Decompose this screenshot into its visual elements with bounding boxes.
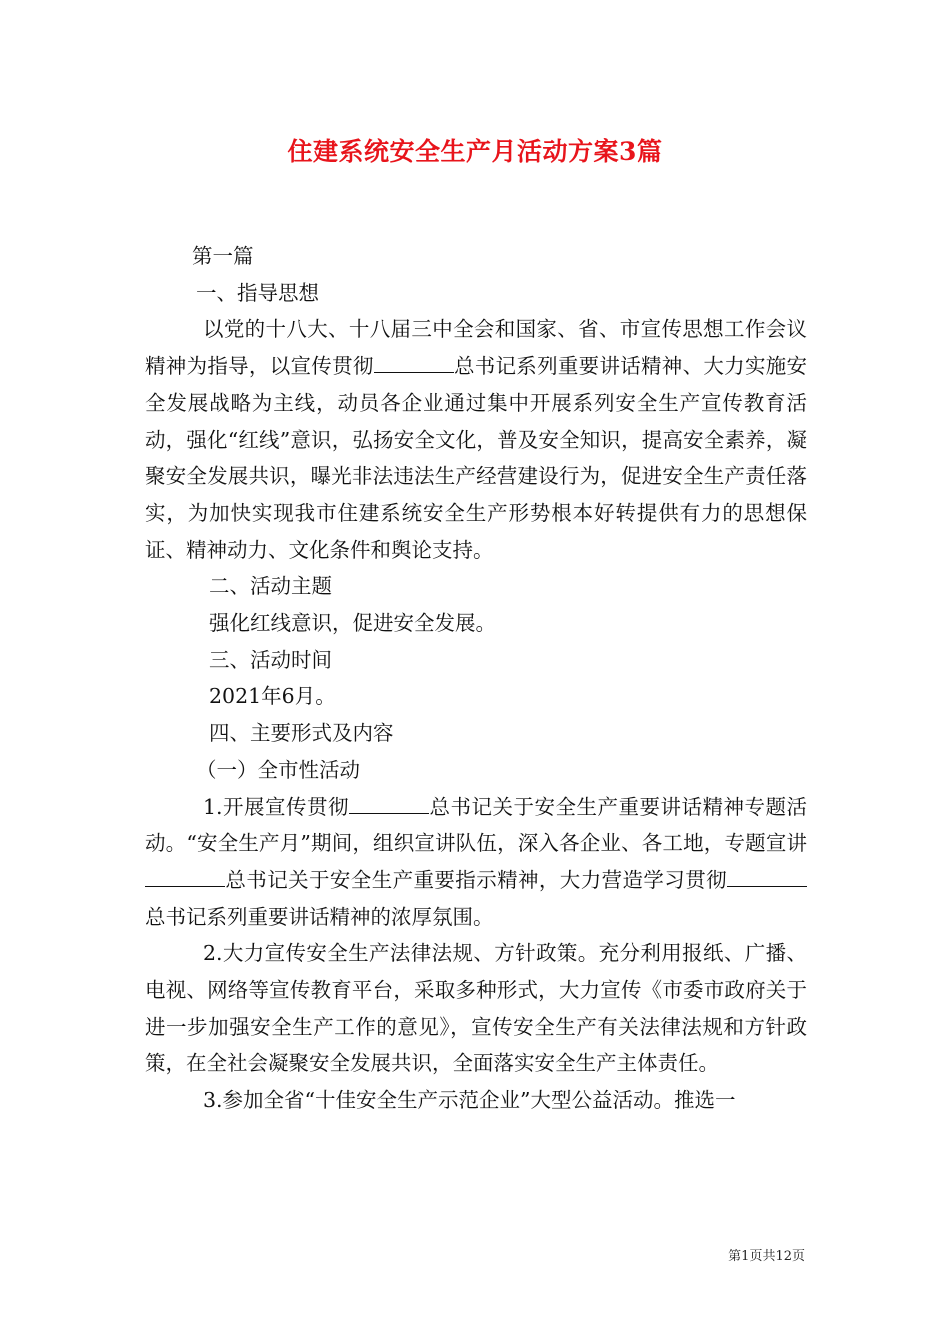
- heading-activity-theme: 二、活动主题: [209, 574, 332, 599]
- subheading-citywide-activities: （一）全市性活动: [196, 757, 360, 782]
- document-title: 住建系统安全生产月活动方案3篇: [287, 137, 663, 166]
- page-number-footer: 第1页共12页: [728, 1249, 805, 1264]
- paragraph-guiding-ideology: [145, 311, 807, 568]
- blank-line: [145, 868, 225, 887]
- list-item-1: [145, 789, 807, 936]
- list-item-2: 2.大力宣传安全生产法律法规、方针政策。充分利用报纸、广播、电视、网络等宣传教育平台，采取多种形式，大力宣传《市委市政府关于进一步加强安全生产工作的意见》，宣传安全生产有关法律法规和方针政策，在全社会凝聚安全发展共识，全面落实安全生产主体责任。: [145, 941, 807, 1076]
- blank-line: [349, 795, 429, 814]
- paragraph-text: 总书记系列重要讲话精神的浓厚氛围。: [145, 904, 494, 929]
- list-item-3: 3.参加全省“十佳安全生产示范企业”大型公益活动。推选一: [203, 1088, 736, 1113]
- blank-line: [374, 354, 454, 373]
- paragraph-text: 1.开展宣传贯彻: [203, 794, 350, 819]
- paragraph-text: 总书记系列重要讲话精神、大力实施安全发展战略为主线，动员各企业通过集中开展系列安全生产宣传教育活动，强化“红线”意识，弘扬安全文化，普及安全知识，提高安全素养，凝聚安全发展共识，曝光非法违法生产经营建设行为，促进安全生产责任落实，为加快实现我市住建系统安全生产形势根本好转提供有力的思想保证、精神动力、文化条件和舆论支持。: [145, 354, 808, 562]
- blank-line: [727, 868, 807, 887]
- section-label: 第一篇: [192, 244, 254, 268]
- heading-guiding-ideology: 一、指导思想: [196, 280, 319, 305]
- paragraph-text: 总书记关于安全生产重要指示精神，大力营造学习贯彻: [225, 867, 727, 892]
- paragraph-activity-theme: 强化红线意识，促进安全发展。: [209, 611, 496, 636]
- heading-activity-time: 三、活动时间: [209, 647, 332, 672]
- document-body: [145, 238, 807, 1119]
- heading-main-forms: 四、主要形式及内容: [209, 721, 394, 746]
- paragraph-activity-time: 2021年6月。: [209, 684, 336, 709]
- paragraph-text: 总书记关于安全生产重要讲话精神专题活动。“安全生产月”期间，组织宣讲队伍，深入各企业、各工地，专题宣讲: [145, 794, 808, 856]
- paragraph-text: 以党的十八大、十八届三中全会和国家、省、市宣传思想工作会议精神为指导，以宣传贯彻: [145, 317, 807, 379]
